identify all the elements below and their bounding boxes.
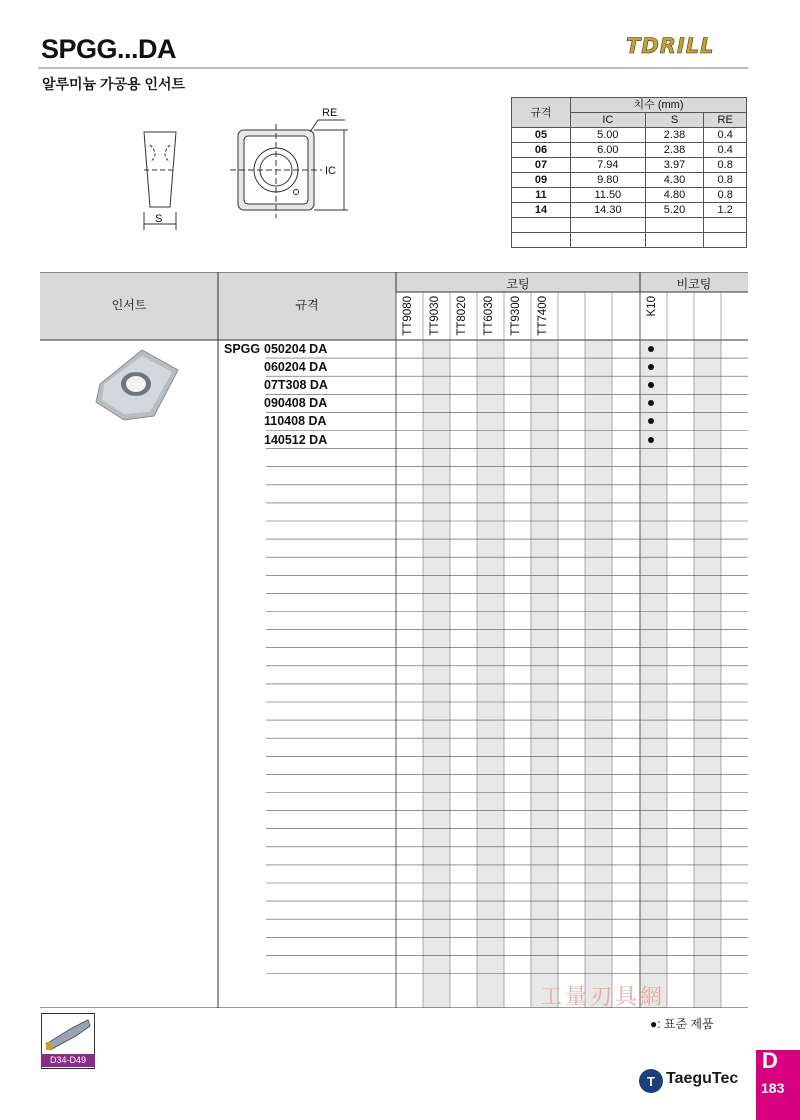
uncoated-group-header: 비코팅 [676,277,712,291]
dimension-header-row [512,98,747,113]
coated-group-header: 코팅 [506,277,530,291]
dim-code: 14 [512,203,571,218]
insert-photo [90,344,182,426]
dim-code: 05 [512,128,571,143]
dim-row-empty [512,218,747,233]
dim-ic: 5.00 [571,128,646,143]
dim-s: 5.20 [645,203,704,218]
drill-thumbnail-icon [42,1014,94,1054]
grade-grid [40,272,748,1008]
tdrill-logo-text: TDRILL [626,34,715,58]
dim-ic: 9.80 [571,173,646,188]
dim-re: 0.8 [704,188,747,203]
page-title: SPGG...DA [41,34,177,64]
svg-text:T: T [647,1074,655,1089]
dim-col-s: S [645,113,704,128]
dim-ic: 6.00 [571,143,646,158]
dim-row-empty [512,233,747,248]
item-code: 07T308 DA [264,378,328,393]
item-code: 090408 DA [264,396,328,411]
dim-re: 1.2 [704,203,747,218]
dim-ic: 7.94 [571,158,646,173]
series-prefix: SPGG [224,342,261,356]
dim-s: 4.30 [645,173,704,188]
dim-re: 0.8 [704,158,747,173]
dim-code: 07 [512,158,571,173]
item-code: 060204 DA [264,360,328,375]
grade-label: TT6030 [483,296,495,336]
label-re: RE [322,107,338,119]
section-letter: D [762,1048,778,1073]
dim-col-ic: IC [571,113,646,128]
k10-availability-dot [648,437,654,443]
item-code: 050204 DA [264,342,328,356]
dim-s: 4.80 [645,188,704,203]
tdrill-logo [626,34,748,58]
grade-label: TT9080 [402,296,414,336]
k10-availability-dot [648,346,654,352]
dimension-table [511,97,747,248]
col-insert-header: 인서트 [111,298,147,312]
grade-label: TT8020 [456,296,468,336]
dim-ic: 11.50 [571,188,646,203]
section-tab[interactable] [756,1050,800,1120]
taegutec-brand: TaeguTec [666,1070,739,1087]
page-subtitle: 알루미늄 가공용 인서트 [42,76,186,92]
col-spec-header: 규격 [295,298,319,312]
label-s: S [155,213,163,225]
label-ic: IC [325,165,336,177]
watermark: 工量刃具網 [540,984,666,1009]
dim-s: 2.38 [645,143,704,158]
grade-label: K10 [646,296,658,317]
dim-re: 0.4 [704,143,747,158]
dim-re: 0.8 [704,173,747,188]
dim-s: 2.38 [645,128,704,143]
grade-label: TT9030 [429,296,441,336]
page-number: 183 [761,1080,785,1096]
title-divider [38,67,748,69]
dim-row [512,188,747,203]
dim-row [512,143,747,158]
grade-label: TT7400 [537,296,549,336]
legend-standard-product: ●: 표준 제품 [650,1017,714,1031]
dim-re: 0.4 [704,128,747,143]
dim-code: 06 [512,143,571,158]
taegutec-logo-icon [638,1068,664,1094]
dim-code: 11 [512,188,571,203]
dim-row [512,203,747,218]
dim-row [512,128,747,143]
dim-ic: 14.30 [571,203,646,218]
item-code: 140512 DA [264,432,328,447]
dim-row [512,173,747,188]
dim-col-code: 규격 [512,98,571,128]
dim-group-header: 치수 (mm) [571,98,747,113]
grade-label: TT9300 [510,296,522,336]
dim-col-re: RE [704,113,747,128]
dim-s: 3.97 [645,158,704,173]
cross-ref-label[interactable]: D34-D49 [41,1054,95,1067]
dim-row [512,158,747,173]
item-code: 110408 DA [264,414,327,429]
dim-code: 09 [512,173,571,188]
